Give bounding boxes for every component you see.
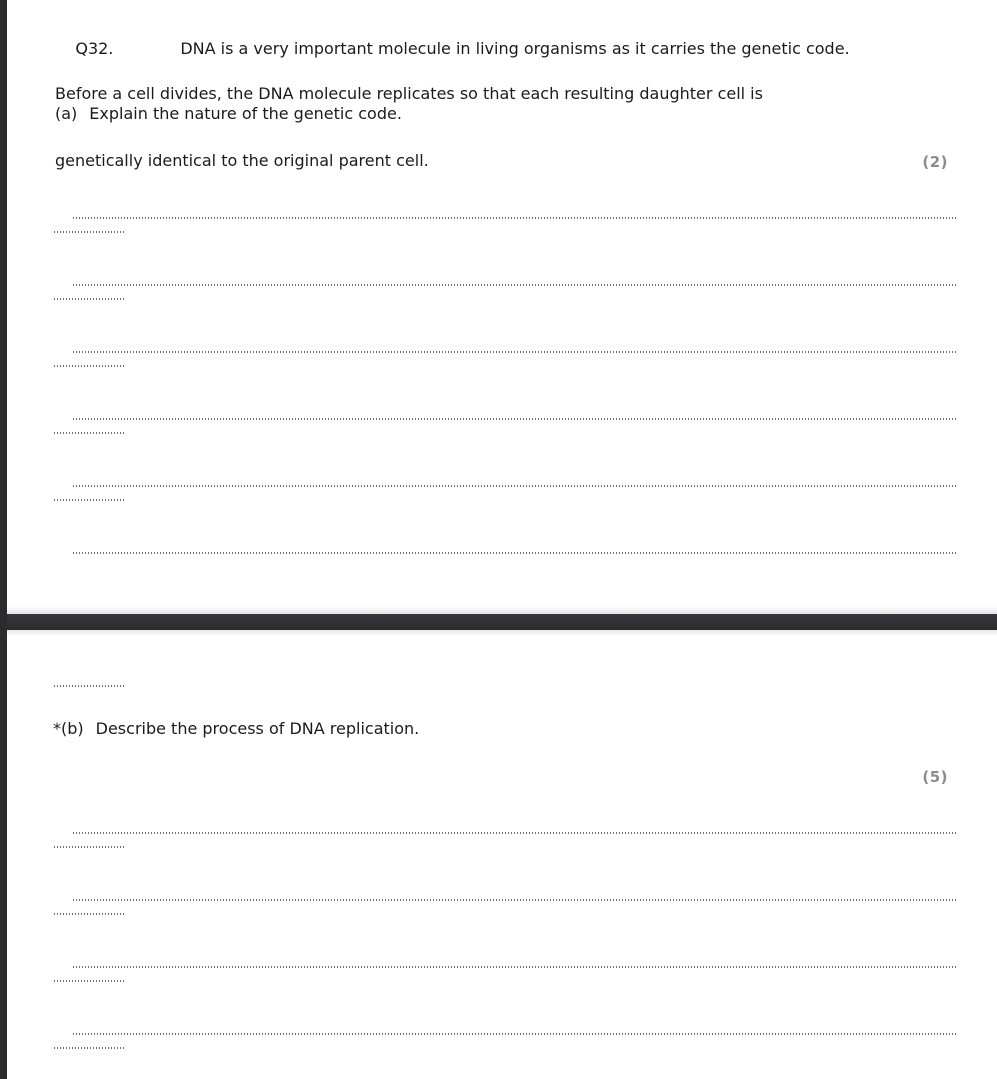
answer-row <box>0 899 997 966</box>
viewer-left-edge <box>0 0 7 1079</box>
answer-dotted-line <box>73 832 958 834</box>
part-b-answer-lines <box>0 832 997 1079</box>
answer-dotted-line <box>73 899 958 901</box>
answer-row <box>0 284 997 351</box>
answer-dotted-line <box>73 418 958 420</box>
part-b-marks: (5) <box>922 768 948 786</box>
page1-bottom-shadow <box>0 606 997 614</box>
intro-line-2: Before a cell divides, the DNA molecule replicates so that each resulting daughter cell is <box>55 83 763 103</box>
answer-wrap-segment <box>54 685 124 687</box>
answer-wrap-segment <box>54 432 124 434</box>
answer-dotted-line <box>73 485 958 487</box>
page2-top-shadow <box>0 630 997 636</box>
answer-wrap-segment <box>54 980 124 982</box>
answer-row <box>0 1033 997 1079</box>
part-a-prompt: Explain the nature of the genetic code. <box>89 104 402 123</box>
answer-wrap-segment <box>54 1047 124 1049</box>
part-b-row <box>53 718 419 741</box>
answer-dotted-line <box>73 217 958 219</box>
answer-dotted-line <box>73 1033 958 1035</box>
answer-wrap-segment <box>54 365 124 367</box>
answer-wrap-segment <box>54 913 124 915</box>
answer-row <box>0 832 997 899</box>
answer-wrap-segment <box>54 499 124 501</box>
answer-row <box>0 351 997 418</box>
part-b-label: *(b) <box>53 719 84 738</box>
answer-wrap-segment <box>54 231 124 233</box>
intro-line-1: DNA is a very important molecule in living organisms as it carries the genetic code. <box>180 38 850 58</box>
part-a-label: (a) <box>55 104 78 123</box>
answer-dotted-line <box>73 966 958 968</box>
answer-row <box>0 966 997 1033</box>
part-b-prompt: Describe the process of DNA replication. <box>95 719 420 738</box>
answer-wrap-segment <box>54 298 124 300</box>
question-number: Q32. <box>75 38 114 58</box>
answer-row <box>0 418 997 485</box>
part-a-answer-lines <box>0 217 997 619</box>
answer-row <box>0 485 997 552</box>
page-gap-band <box>0 614 997 630</box>
part-a-row <box>55 103 402 126</box>
answer-row <box>0 217 997 284</box>
intro-line-3: genetically identical to the original parent cell. <box>55 151 429 170</box>
answer-dotted-line <box>73 351 958 353</box>
answer-wrap-segment <box>54 846 124 848</box>
part-a-marks: (2) <box>922 153 948 171</box>
answer-dotted-line <box>73 284 958 286</box>
answer-dotted-line <box>73 552 958 554</box>
